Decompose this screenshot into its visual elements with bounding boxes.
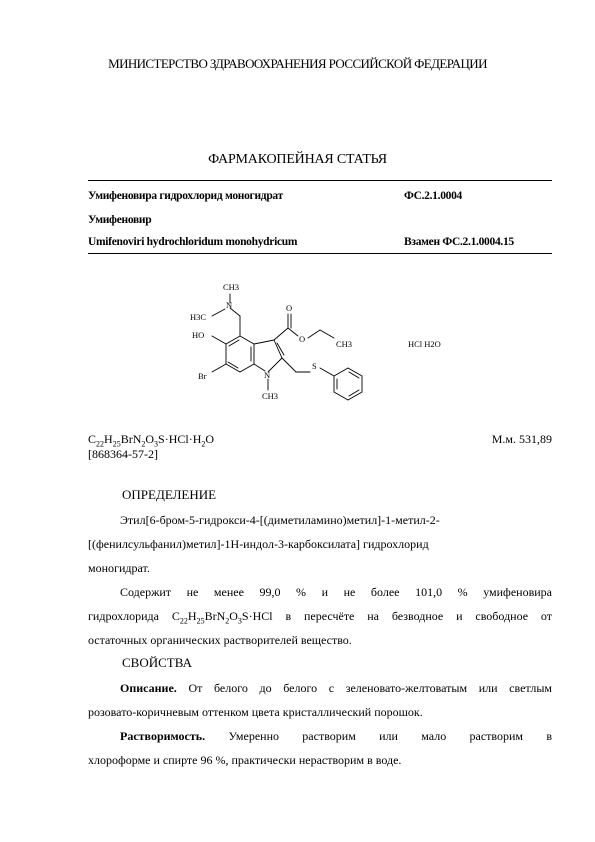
section-heading-properties: СВОЙСТВА [122, 655, 192, 670]
description-label: Описание. [120, 681, 177, 695]
structural-formula [168, 276, 468, 416]
solubility-line: Растворимость. Умеренно растворим или мало растворим в [120, 729, 553, 743]
label-br: Br [198, 371, 207, 381]
label-h3c: H3C [190, 312, 207, 322]
replaces-fs: Взамен ФС.2.1.0004.15 [404, 236, 514, 248]
header-rule-bottom [88, 253, 552, 254]
document-type-title: ФАРМАКОПЕЙНАЯ СТАТЬЯ [208, 152, 387, 167]
ministry-header: МИНИСТЕРСТВО ЗДРАВООХРАНЕНИЯ РОССИЙСКОЙ ФЕДЕРАЦИИ [108, 56, 487, 71]
monograph-name-short: Умифеновир [88, 214, 152, 226]
content-formula: $C_{22}H_{25}BrN_2O_3S\cdot HCl$ [171, 609, 273, 626]
label-o-ester: O [299, 334, 306, 344]
label-n-ring: N [264, 370, 271, 380]
label-salt: HCl H2O [408, 339, 441, 349]
monograph-name-ru: Умифеновира гидрохлорид моногидрат [88, 190, 283, 202]
chem-name-line: Этил[6-бром-5-гидрокси-4-[(диметиламино)метил]-1-метил-2- [120, 513, 440, 527]
content-line: Содержит не менее 99,0 % и не более 101,0 % умифеновира [120, 585, 552, 599]
chem-name-line: [(фенилсульфанил)метил]-1H-индол-3-карбоксилата] гидрохлорид [88, 537, 429, 551]
solubility-label: Растворимость. [120, 729, 206, 743]
label-ch3-top: CH3 [223, 282, 240, 292]
chem-name-line: моногидрат. [88, 561, 150, 575]
description-paragraph [88, 676, 552, 724]
label-o-carbonyl: O [286, 303, 293, 313]
cas-number: [868364-57-2] [88, 447, 158, 461]
label-ch3-n: CH3 [262, 391, 279, 401]
fs-number: ФС.2.1.0004 [404, 190, 463, 202]
molecular-weight: М.м. 531,89 [491, 432, 552, 446]
label-ch3-ethyl: CH3 [336, 339, 353, 349]
label-n-amine: N [226, 300, 233, 310]
molecular-formula: $C_{22}H_{25}BrN_2O_3S\cdot HCl\cdot H_2O$ [88, 432, 215, 449]
chemical-name-paragraph [88, 508, 552, 580]
monograph-name-latin: Umifenoviri hydrochloridum monohydricum [88, 236, 298, 248]
label-ho: HO [192, 330, 205, 340]
content-line: гидрохлорида $C_{22}H_{25}BrN_2O_3S\cdot HCl$ в пересчёте на безводное и свободное от [88, 609, 553, 626]
content-paragraph [88, 580, 552, 652]
label-s: S [312, 361, 317, 371]
content-line: остаточных органических растворителей вещество. [88, 633, 352, 647]
section-heading-definition: ОПРЕДЕЛЕНИЕ [122, 487, 217, 502]
header-rule-top [88, 180, 552, 181]
description-line: розовато-коричневым оттенком цвета кристаллический порошок. [88, 705, 423, 719]
solubility-line: хлороформе и спирте 96 %, практически нерастворим в воде. [88, 753, 402, 767]
solubility-paragraph [88, 724, 552, 772]
description-line: Описание. От белого до белого с зеленовато-желтоватым или светлым [120, 681, 552, 695]
